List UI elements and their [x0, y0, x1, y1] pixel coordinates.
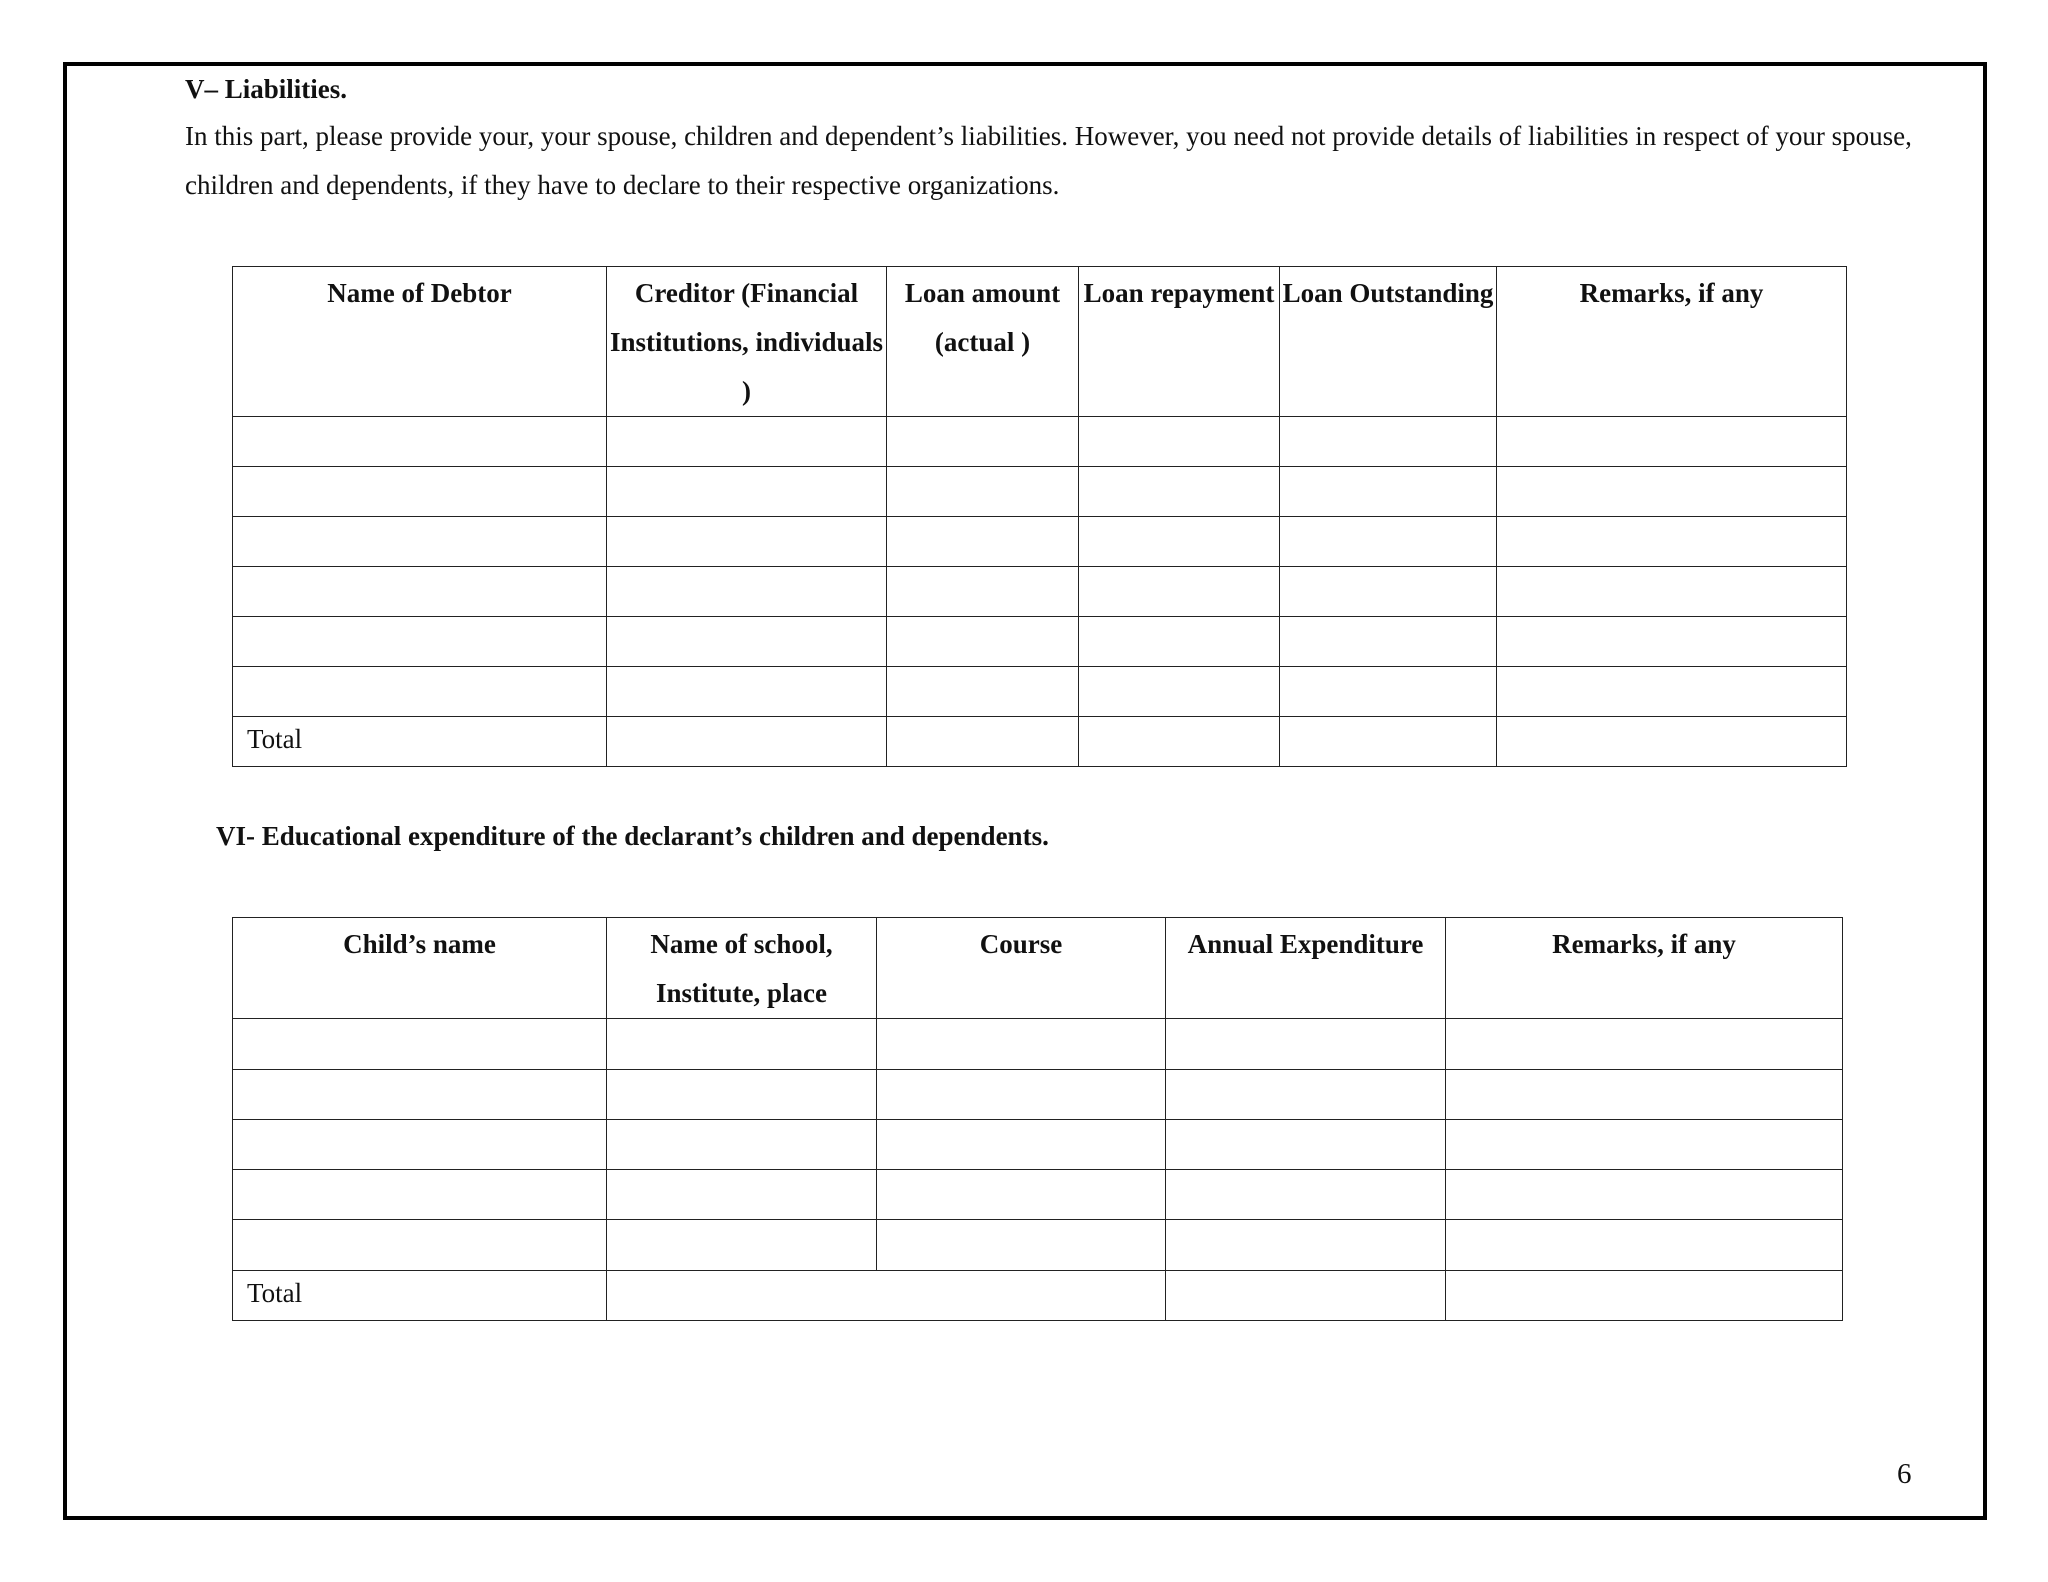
cell-input[interactable]	[877, 1120, 1166, 1170]
table-row	[233, 1019, 1843, 1070]
cell-input[interactable]	[1446, 1170, 1843, 1220]
cell-input[interactable]	[1280, 517, 1497, 567]
table-header-row	[233, 267, 1847, 417]
col-header-debtor: Name of Debtor	[233, 267, 607, 417]
cell-input[interactable]	[887, 517, 1079, 567]
cell-input[interactable]	[233, 1120, 607, 1170]
cell-input[interactable]	[887, 567, 1079, 617]
col-header-course: Course	[877, 918, 1166, 1019]
total-cell[interactable]	[607, 717, 887, 767]
table-row	[233, 1220, 1843, 1271]
total-cell[interactable]	[1446, 1271, 1843, 1321]
cell-input[interactable]	[1446, 1120, 1843, 1170]
table-row	[233, 567, 1847, 617]
cell-input[interactable]	[233, 417, 607, 467]
cell-input[interactable]	[233, 1220, 607, 1271]
cell-input[interactable]	[877, 1170, 1166, 1220]
cell-input[interactable]	[607, 1019, 877, 1070]
table-row	[233, 1120, 1843, 1170]
col-header-school: Name of school, Institute, place	[607, 918, 877, 1019]
section-v-intro: In this part, please provide your, your spouse, children and dependent’s liabilities. However, you need not provide details of liabilities in respect of your spouse, children and dependents, if they have to declare to their respective organizations.	[185, 121, 1912, 200]
cell-input[interactable]	[607, 1220, 877, 1271]
total-cell[interactable]	[607, 1271, 1166, 1321]
total-cell[interactable]	[1079, 717, 1280, 767]
cell-input[interactable]	[887, 417, 1079, 467]
table-header-row	[233, 918, 1843, 1019]
total-row	[233, 717, 1847, 767]
col-header-annual-expenditure: Annual Expenditure	[1166, 918, 1446, 1019]
col-header-loan-amount: Loan amount (actual )	[887, 267, 1079, 417]
cell-input[interactable]	[1079, 417, 1280, 467]
cell-input[interactable]	[233, 617, 607, 667]
col-header-creditor: Creditor (Financial Institutions, individuals )	[607, 267, 887, 417]
table-row	[233, 467, 1847, 517]
table-row	[233, 1070, 1843, 1120]
cell-input[interactable]	[233, 1170, 607, 1220]
cell-input[interactable]	[1166, 1019, 1446, 1070]
cell-input[interactable]	[877, 1019, 1166, 1070]
cell-input[interactable]	[1497, 467, 1847, 517]
cell-input[interactable]	[607, 467, 887, 517]
cell-input[interactable]	[1280, 667, 1497, 717]
cell-input[interactable]	[1079, 467, 1280, 517]
cell-input[interactable]	[887, 467, 1079, 517]
page-number: 6	[1897, 1458, 1912, 1490]
cell-input[interactable]	[607, 667, 887, 717]
col-header-remarks: Remarks, if any	[1497, 267, 1847, 417]
cell-input[interactable]	[233, 467, 607, 517]
cell-input[interactable]	[607, 517, 887, 567]
liabilities-table	[232, 266, 1847, 767]
total-label: Total	[233, 1271, 607, 1321]
cell-input[interactable]	[607, 617, 887, 667]
cell-input[interactable]	[1079, 667, 1280, 717]
col-header-child-name: Child’s name	[233, 918, 607, 1019]
total-cell[interactable]	[887, 717, 1079, 767]
cell-input[interactable]	[1280, 417, 1497, 467]
cell-input[interactable]	[1497, 567, 1847, 617]
col-header-remarks: Remarks, if any	[1446, 918, 1843, 1019]
cell-input[interactable]	[887, 617, 1079, 667]
cell-input[interactable]	[877, 1220, 1166, 1271]
cell-input[interactable]	[233, 1019, 607, 1070]
table-row	[233, 417, 1847, 467]
cell-input[interactable]	[1497, 417, 1847, 467]
cell-input[interactable]	[1079, 517, 1280, 567]
cell-input[interactable]	[1079, 617, 1280, 667]
cell-input[interactable]	[1280, 467, 1497, 517]
education-table	[232, 917, 1843, 1321]
total-cell[interactable]	[1166, 1271, 1446, 1321]
cell-input[interactable]	[1446, 1019, 1843, 1070]
cell-input[interactable]	[1166, 1120, 1446, 1170]
cell-input[interactable]	[1280, 617, 1497, 667]
cell-input[interactable]	[233, 667, 607, 717]
total-label: Total	[233, 717, 607, 767]
col-header-loan-outstanding: Loan Outstanding	[1280, 267, 1497, 417]
cell-input[interactable]	[1497, 667, 1847, 717]
cell-input[interactable]	[1446, 1220, 1843, 1271]
cell-input[interactable]	[1079, 567, 1280, 617]
table-row	[233, 667, 1847, 717]
cell-input[interactable]	[887, 667, 1079, 717]
table-row	[233, 617, 1847, 667]
col-header-loan-repayment: Loan repayment	[1079, 267, 1280, 417]
cell-input[interactable]	[607, 567, 887, 617]
cell-input[interactable]	[607, 1070, 877, 1120]
table-row	[233, 517, 1847, 567]
section-v-title: V– Liabilities.	[185, 74, 348, 104]
cell-input[interactable]	[233, 567, 607, 617]
cell-input[interactable]	[607, 1170, 877, 1220]
cell-input[interactable]	[1166, 1070, 1446, 1120]
total-cell[interactable]	[1497, 717, 1847, 767]
cell-input[interactable]	[607, 1120, 877, 1170]
cell-input[interactable]	[877, 1070, 1166, 1120]
cell-input[interactable]	[233, 517, 607, 567]
cell-input[interactable]	[1497, 517, 1847, 567]
cell-input[interactable]	[607, 417, 887, 467]
cell-input[interactable]	[233, 1070, 607, 1120]
cell-input[interactable]	[1280, 567, 1497, 617]
table-row	[233, 1170, 1843, 1220]
cell-input[interactable]	[1166, 1170, 1446, 1220]
cell-input[interactable]	[1497, 617, 1847, 667]
cell-input[interactable]	[1166, 1220, 1446, 1271]
cell-input[interactable]	[1446, 1070, 1843, 1120]
total-row	[233, 1271, 1843, 1321]
section-vi-title: VI- Educational expenditure of the declarant’s children and dependents.	[216, 821, 1049, 851]
total-cell[interactable]	[1280, 717, 1497, 767]
